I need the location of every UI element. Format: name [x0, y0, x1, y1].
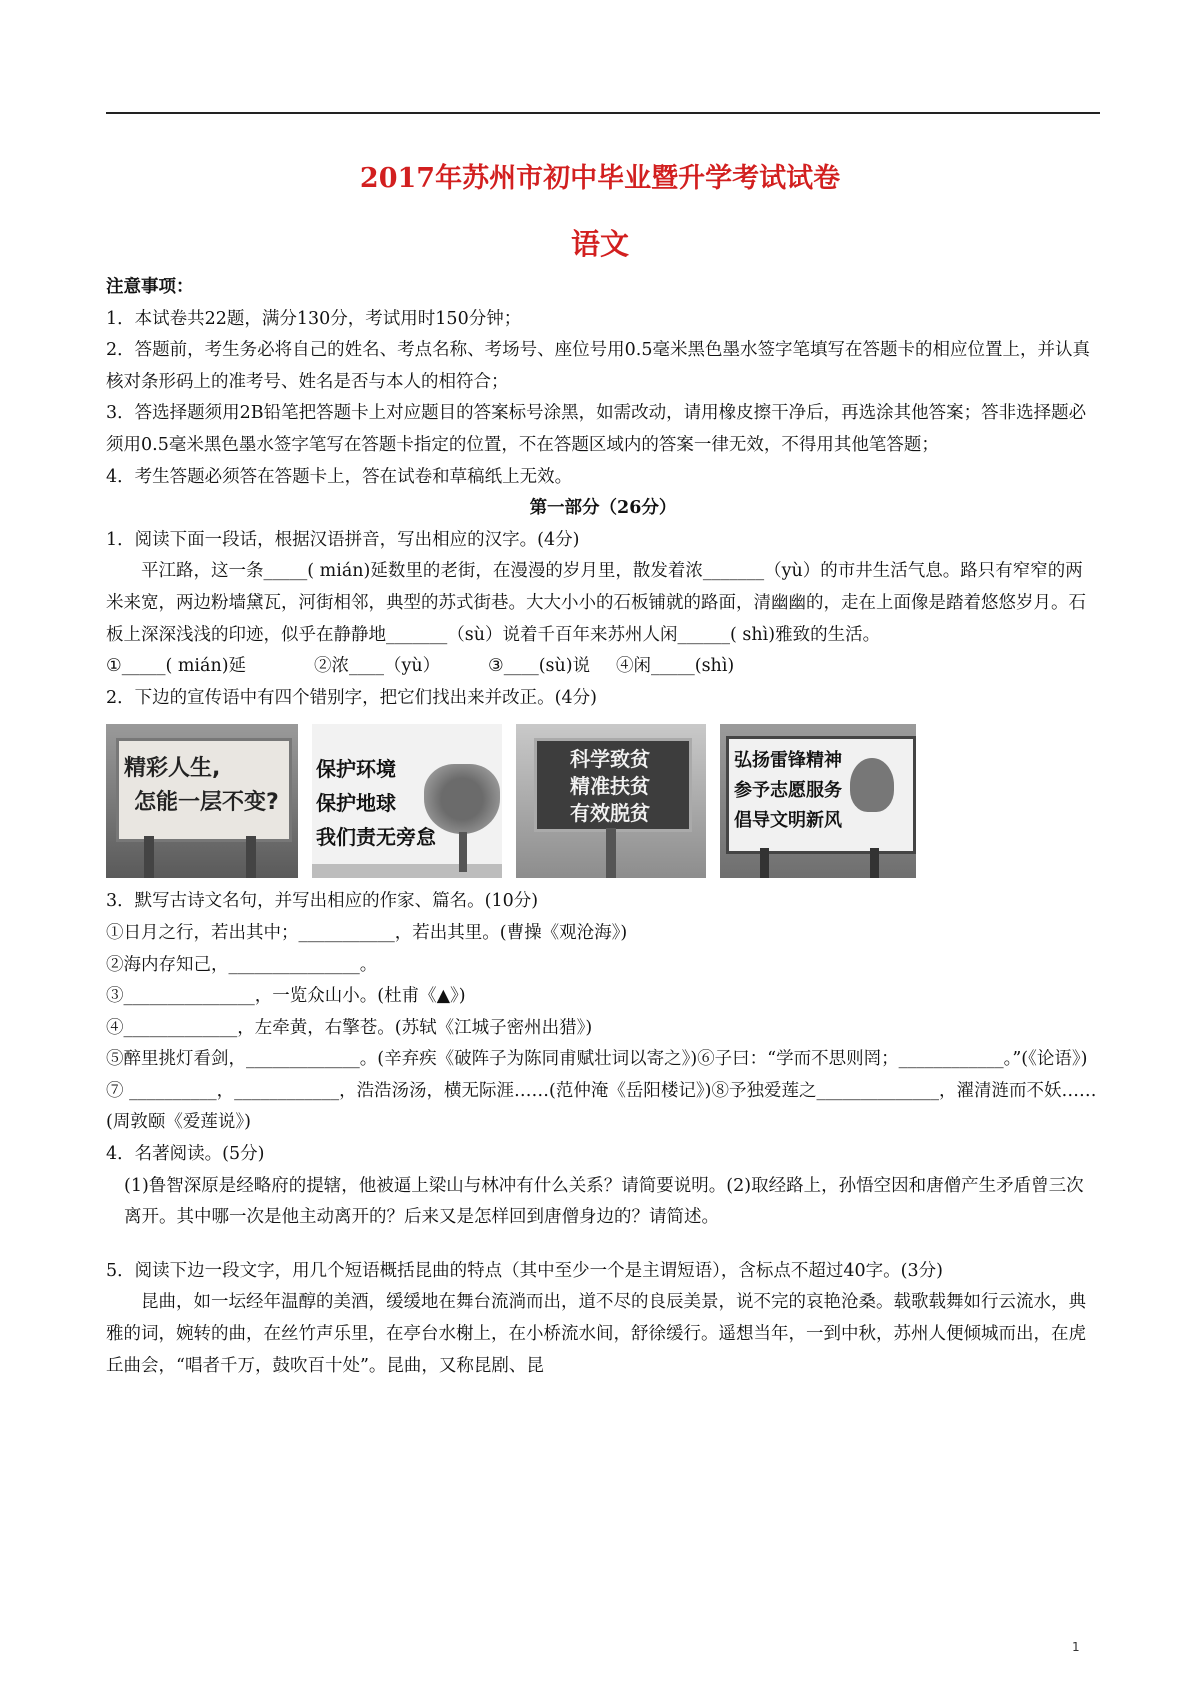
notice-item-4: 4．考生答题必须答在答题卡上，答在试卷和草稿纸上无效。 [106, 466, 573, 487]
banner-3-line-3: 有效脱贫 [570, 801, 650, 826]
banner-2-line-1: 保护环境 [316, 757, 396, 782]
banner-4-text [734, 746, 842, 836]
tree-trunk-icon [459, 832, 467, 872]
exam-content [106, 272, 1100, 1382]
q1-option-2: ②浓____（yù） [314, 656, 441, 677]
part-one-heading: 第一部分（26分） [529, 498, 677, 519]
billboard-post-icon [870, 848, 879, 878]
q3-line-3: ③_______________，一览众山小。(杜甫《▲》) [106, 986, 466, 1007]
billboard-post-icon [760, 848, 769, 878]
banner-2-text [316, 752, 436, 854]
banner-3-line-2: 精准扶贫 [570, 774, 650, 799]
banner-1-line-2: 怎能一层不变? [134, 790, 279, 816]
page-number: 1 [1072, 1640, 1080, 1654]
portrait-icon [850, 758, 894, 812]
notice-item-2: 2．答题前，考生务必将自己的姓名、考点名称、考场号、座位号用0.5毫米黑色墨水签字笔填写在答题卡的相应位置上，并认真核对条形码上的准考号、姓名是否与本人的相符合； [106, 340, 1090, 392]
q3-line-5: ⑤醉里挑灯看剑，_____________。(辛弃疾《破阵子为陈同甫赋壮词以寄之》)⑥子曰：“学而不思则罔；____________。”(《论语》) [106, 1049, 1088, 1070]
q1-option-1: ①_____( mián)延 [106, 656, 247, 677]
subject-title: 语文 [570, 227, 629, 261]
banner-4-line-3: 倡导文明新风 [734, 810, 842, 832]
q3-line-2: ②海内存知己，_______________。 [106, 954, 378, 975]
banner-1-text [124, 752, 279, 820]
banner-3-text [546, 746, 674, 827]
banner-photo-1 [106, 724, 298, 878]
q2-banners [106, 724, 1100, 878]
q2-stem: 2．下边的宣传语中有四个错别字，把它们找出来并改正。(4分) [106, 687, 597, 708]
billboard-post-icon [144, 836, 154, 878]
q3-line-4: ④_____________，左牵黄，右擎苍。(苏轼《江城子密州出猎》) [106, 1017, 593, 1038]
exam-title: 2017年苏州市初中毕业暨升学考试试卷 [359, 163, 841, 194]
banner-2-line-3: 我们责无旁怠 [316, 825, 436, 850]
notice-heading: 注意事项： [106, 277, 194, 297]
banner-photo-2 [312, 724, 502, 878]
q3-line-1: ①日月之行，若出其中；___________，若出其里。(曹操《观沧海》) [106, 922, 628, 943]
notice-item-1: 1．本试卷共22题，满分130分，考试用时150分钟； [106, 308, 522, 329]
q4-body: (1)鲁智深原是经略府的提辖，他被逼上梁山与林冲有什么关系？请简要说明。(2)取经路上，孙悟空因和唐僧产生矛盾曾三次离开。其中哪一次是他主动离开的？后来又是怎样回到唐僧身边的？请简述。 [124, 1175, 1084, 1228]
banner-1-line-1: 精彩人生, [124, 756, 221, 782]
notice-item-3: 3．答选择题须用2B铅笔把答题卡上对应题目的答案标号涂黑，如需改动，请用橡皮擦干净后，再选涂其他答案；答非选择题必须用0.5毫米黑色墨水签字笔写在答题卡指定的位置，不在答题区域内的答案一律无效，不得用其他笔答题； [106, 403, 1087, 455]
billboard-post-icon [246, 836, 256, 878]
top-rule [106, 112, 1100, 114]
q1-options [106, 651, 1100, 683]
q3-stem: 3．默写古诗文名句，并写出相应的作家、篇名。(10分) [106, 891, 539, 912]
banner-4-line-2: 参予志愿服务 [734, 780, 842, 802]
q1-passage: 平江路，这一条_____( mián)延数里的老街，在漫漫的岁月里，散发着浓_______（yù）的市井生活气息。路只有窄窄的两米来宽，两边粉墙黛瓦，河街相邻，典型的苏式街巷。大大小小的石板铺就的路面，清幽幽的，走在上面像是踏着悠悠岁月。石板上深深浅浅的印迹，似乎在静静地_______（sù）说着千百年来苏州人闲______( shì)雅致的生活。 [106, 561, 1086, 645]
q1-option-4: ④闲_____(shì) [616, 656, 735, 677]
q1-stem: 1．阅读下面一段话，根据汉语拼音，写出相应的汉字。(4分) [106, 529, 580, 550]
ground-shape [312, 864, 502, 878]
q4-stem: 4．名著阅读。(5分) [106, 1144, 265, 1165]
banner-photo-4 [720, 724, 916, 878]
banner-4-line-1: 弘扬雷锋精神 [734, 750, 842, 772]
q5-passage: 昆曲，如一坛经年温醇的美酒，缓缓地在舞台流淌而出，道不尽的良辰美景，说不完的哀艳沧桑。载歌载舞如行云流水，典雅的词，婉转的曲，在丝竹声乐里，在亭台水榭上，在小桥流水间，舒徐缓行。遥想当年，一到中秋，苏州人便倾城而出，在虎丘曲会，“唱者千万，鼓吹百十处”。昆曲，又称昆剧、昆 [106, 1292, 1086, 1376]
banner-3-line-1: 科学致贫 [570, 747, 650, 772]
q3-line-6: ⑦ __________，____________，浩浩汤汤，横无际涯……(范仲淹《岳阳楼记》)⑧予独爱莲之______________，濯清涟而不妖……(周敦颐《爱莲说》) [106, 1080, 1097, 1133]
banner-photo-3 [516, 724, 706, 878]
spacer [106, 1234, 1100, 1256]
banner-2-line-2: 保护地球 [316, 791, 396, 816]
billboard-post-icon [606, 828, 616, 878]
q1-option-3: ③____(sù)说 [488, 656, 591, 677]
q5-stem: 5．阅读下边一段文字，用几个短语概括昆曲的特点（其中至少一个是主谓短语），含标点不超过40字。(3分) [106, 1260, 943, 1281]
